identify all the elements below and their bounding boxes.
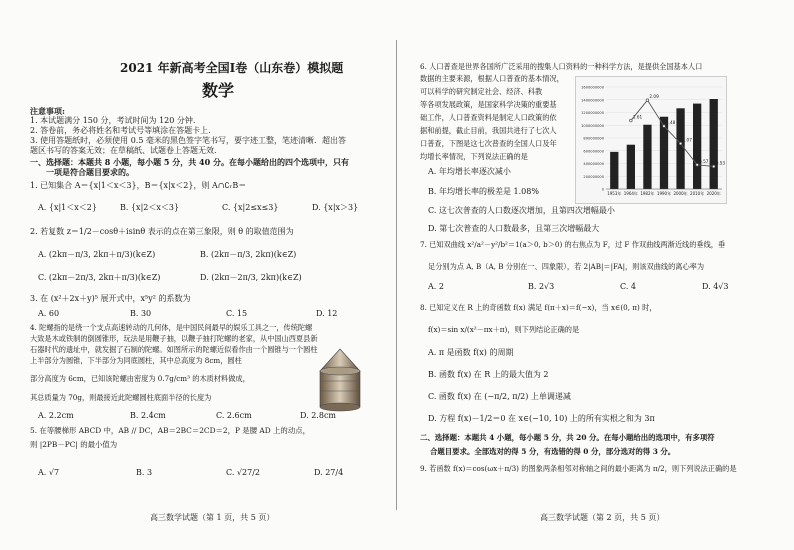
- question-6-line: 础工作，人口普查资料是制定人口政策的依: [420, 113, 557, 122]
- growth-rate-label: 2.09: [649, 94, 659, 100]
- y-tick-label: 800000000: [583, 136, 604, 141]
- q4-option-d: D. 2.8cm: [300, 411, 337, 420]
- growth-rate-point: [646, 99, 649, 102]
- question-9: 9. 若函数 f(x)＝cos(ωx＋π/3) 的图象两条相邻对称轴之间的最小距离为 π/2，则下列说法正确的是: [420, 464, 737, 473]
- section-1-heading: 一、选择题：本题共 8 小题，每小题 5 分，共 40 分。在每小题给出的四个选项中，只有: [30, 157, 349, 167]
- growth-rate-point: [630, 119, 633, 122]
- growth-rate-label: 0.53: [715, 160, 726, 166]
- q6-option-c: C. 这七次普查的人口数逐次增加，且第四次增幅最小: [428, 206, 615, 215]
- question-6-line: 口普查，下图是这七次普查的全国人口及年: [420, 139, 557, 148]
- page-1-footer: 高三数学试题（第 1 页，共 5 页）: [150, 513, 275, 522]
- growth-rate-point: [679, 142, 682, 145]
- question-8: 8. 已知定义在 R 上的奇函数 f(x) 满足 f(π＋x)＝f(−x)，当 x∈(0, π) 时，: [420, 303, 657, 312]
- growth-rate-label: 1.07: [682, 137, 692, 143]
- question-7: 7. 已知双曲线 x²/a²－y²/b²＝1(a＞0, b＞0) 的右焦点为 F，过 F 作双曲线两渐近线的垂线，垂: [420, 240, 726, 249]
- question-4-line: 上半部分为圆锥，下半部分为同底圆柱，其中总高度为 8cm，圆柱: [30, 356, 242, 365]
- page-2-footer: 高三数学试题（第 2 页，共 5 页）: [540, 513, 665, 522]
- notes-header: 注意事项:: [30, 106, 65, 116]
- question-4-line: 石器时代的遗址中，就发掘了石制的陀螺。如图所示的陀螺近似看作由一个圆锥与一个圆柱: [30, 345, 318, 354]
- question-4-line: 4. 陀螺指的是绕一个支点高速转动的几何体，是中国民间最早的娱乐工具之一，传统陀螺: [30, 323, 313, 332]
- q6-option-d: D. 第七次普查的人口数最多，且第三次增幅最大: [428, 224, 600, 233]
- growth-rate-label: 1.48: [666, 120, 676, 126]
- q2-option-d: D. (2kπ－2π/3, 2kπ)(k∈Z): [200, 273, 302, 282]
- q4-option-c: C. 2.6cm: [216, 411, 252, 420]
- q8-option-b: B. 函数 f(x) 在 R 上的最大值为 2: [428, 370, 549, 379]
- growth-rate-point: [696, 163, 699, 166]
- q8-option-d: D. 方程 f(x)－1/2＝0 在 x∈(−10, 10) 上的所有实根之和为 3π: [428, 414, 655, 423]
- question-2: 2. 若复数 z＝1/2－cosθ＋isinθ 表示的点在第三象限，则 θ 的取值范围为: [30, 227, 294, 236]
- question-1: 1. 已知集合 A＝{x|1＜x＜3}，B＝{x|x＜2}，则 A∩∁ᵣB＝: [30, 181, 247, 190]
- note-line: 1. 本试题满分 150 分，考试时间为 120 分钟.: [30, 116, 196, 125]
- y-tick-label: 1000000000: [581, 123, 604, 128]
- page-divider: [396, 40, 397, 510]
- subject-title: 数学: [202, 81, 235, 100]
- population-bar: [643, 125, 651, 189]
- spinning-top-image: [308, 345, 372, 415]
- question-6-line: 6. 人口普查是世界各国所广泛采用的搜集人口资料的一种科学方法，是提供全国基本人口: [420, 62, 703, 71]
- q1-option-a: A. {x|1＜x＜2}: [38, 203, 97, 212]
- q2-option-b: B. (2kπ－π/3, 2kπ)(k∈Z): [200, 250, 297, 259]
- population-chart: [575, 76, 727, 204]
- q7-option-d: D. 4√3: [702, 282, 729, 291]
- y-tick-label: 600000000: [583, 149, 604, 154]
- population-bar: [693, 104, 701, 189]
- y-tick-label: 1200000000: [581, 111, 604, 115]
- growth-rate-label: 0.57: [699, 158, 709, 164]
- x-tick-label: 1990年: [656, 191, 672, 196]
- q5-option-b: B. 3: [136, 468, 153, 477]
- question-5-line: 则 |2PB－PC| 的最小值为: [30, 440, 118, 449]
- note-line: 3. 使用答题纸时，必须使用 0.5 毫米的黑色签字笔书写，要字迹工整，笔迹清晰．超出答: [30, 136, 346, 145]
- question-5-line: 5. 在等腰梯形 ABCD 中，AB // DC，AB＝2BC＝2CD＝2，P 是腰 AD 上的动点，: [30, 426, 310, 435]
- q6-option-a: A. 年均增长率逐次减小: [428, 167, 511, 176]
- population-chart-svg: [576, 77, 726, 203]
- q2-option-c: C. (2kπ－2π/3, 2kπ＋π/3)(k∈Z): [38, 273, 161, 282]
- question-6-line: 均增长率情况，下列说法正确的是: [420, 152, 528, 161]
- q5-option-d: D. 27/4: [314, 468, 344, 477]
- q3-option-a: A. 60: [38, 309, 60, 318]
- q4-option-a: A. 2.2cm: [38, 411, 74, 420]
- q4-option-b: B. 2.4cm: [130, 411, 166, 420]
- question-7-cont: 足分别为点 A, B（A, B 分别在一、四象限），若 2|AB|＝|FA|，则该双曲线的离心率为: [428, 262, 705, 271]
- question-6-line: 据和前提，截止目前，我国共进行了七次人: [420, 126, 557, 135]
- population-bar: [610, 152, 618, 189]
- q7-option-b: B. 2√3: [528, 282, 555, 291]
- question-4-line: 部分高度为 6cm，已知该陀螺由密度为 0.7g/cm³ 的木质材料做成，: [30, 374, 250, 383]
- x-tick-label: 1982年: [640, 191, 655, 196]
- population-bar: [676, 108, 684, 189]
- growth-rate-point: [712, 165, 715, 168]
- growth-rate-point: [663, 125, 666, 128]
- q7-option-c: C. 4: [620, 282, 637, 291]
- x-tick-label: 2010年: [690, 191, 705, 196]
- q3-option-b: B. 30: [130, 309, 152, 318]
- note-line: 2. 答卷前，务必将姓名和考试号等填涂在答题卡上.: [30, 126, 211, 135]
- q3-option-d: D. 12: [316, 309, 338, 318]
- section-2-heading: 二、选择题：本题共 4 小题，每小题 5 分，共 20 分。在每小题给出的选项中，有多项符: [420, 433, 715, 442]
- question-6-line: 可以科学的研究制定社会、经济、科教: [420, 87, 543, 96]
- exam-title: 2021 年新高考全国Ⅰ卷（山东卷）模拟题: [120, 61, 344, 75]
- population-bar: [627, 145, 635, 189]
- question-6-line: 数据的主要来源，根据人口普查的基本情况，: [420, 74, 564, 83]
- question-4-line: 其总质量为 70g，则最接近此陀螺圆柱底面半径的长度为: [30, 393, 212, 402]
- x-tick-label: 1964年: [623, 191, 638, 196]
- q1-option-b: B. {x|2＜x＜3}: [120, 203, 180, 212]
- y-tick-label: 0: [601, 187, 604, 192]
- question-8-cont: f(x)＝sin x/(x²－πx＋π)，则下列结论正确的是: [428, 325, 580, 334]
- q5-option-c: C. √27/2: [226, 468, 260, 477]
- q8-option-a: A. π 是函数 f(x) 的周期: [428, 348, 514, 357]
- x-tick-label: 2000年: [673, 191, 688, 196]
- y-tick-label: 1400000000: [581, 98, 604, 103]
- x-tick-label: 2020年: [706, 191, 721, 196]
- y-tick-label: 1600000000: [581, 85, 604, 90]
- question-4-line: 大致是木或铁制的倒圆锥形，玩法是用鞭子抽，以鞭子抽打陀螺的老家，从中国山西夏县新: [30, 334, 318, 343]
- growth-rate-label: 1.61: [632, 114, 643, 120]
- y-tick-label: 400000000: [583, 162, 604, 166]
- q1-option-c: C. {x|2≤x≤3}: [222, 203, 279, 212]
- note-line: 题区书写的答案无效；在草稿纸、试题卷上答题无效.: [30, 146, 217, 155]
- population-bar: [710, 99, 718, 189]
- q1-option-d: D. {x|x＞3}: [312, 203, 359, 212]
- q5-option-a: A. √7: [38, 468, 60, 477]
- y-tick-label: 200000000: [583, 174, 604, 179]
- q3-option-c: C. 15: [226, 309, 248, 318]
- question-6-line: 等各项发展政策，是国家科学决策的重要基: [420, 100, 557, 109]
- section-1-heading-cont: 一项是符合题目要求的。: [46, 167, 134, 177]
- q2-option-a: A. (2kπ－π/3, 2kπ＋π/3)(k∈Z): [38, 250, 156, 259]
- section-2-heading-cont: 合题目要求。全部选对的得 5 分，有选错的得 0 分，部分选对的得 3 分。: [430, 447, 676, 456]
- x-tick-label: 1953年: [607, 191, 622, 196]
- q8-option-c: C. 函数 f(x) 在 (−π/2, π/2) 上单调递减: [428, 392, 571, 401]
- q6-option-b: B. 年均增长率的极差是 1.08%: [428, 187, 539, 196]
- q7-option-a: A. 2: [428, 282, 444, 291]
- question-3: 3. 在 (x²＋2x＋y)⁵ 展开式中，x⁵y² 的系数为: [30, 294, 191, 303]
